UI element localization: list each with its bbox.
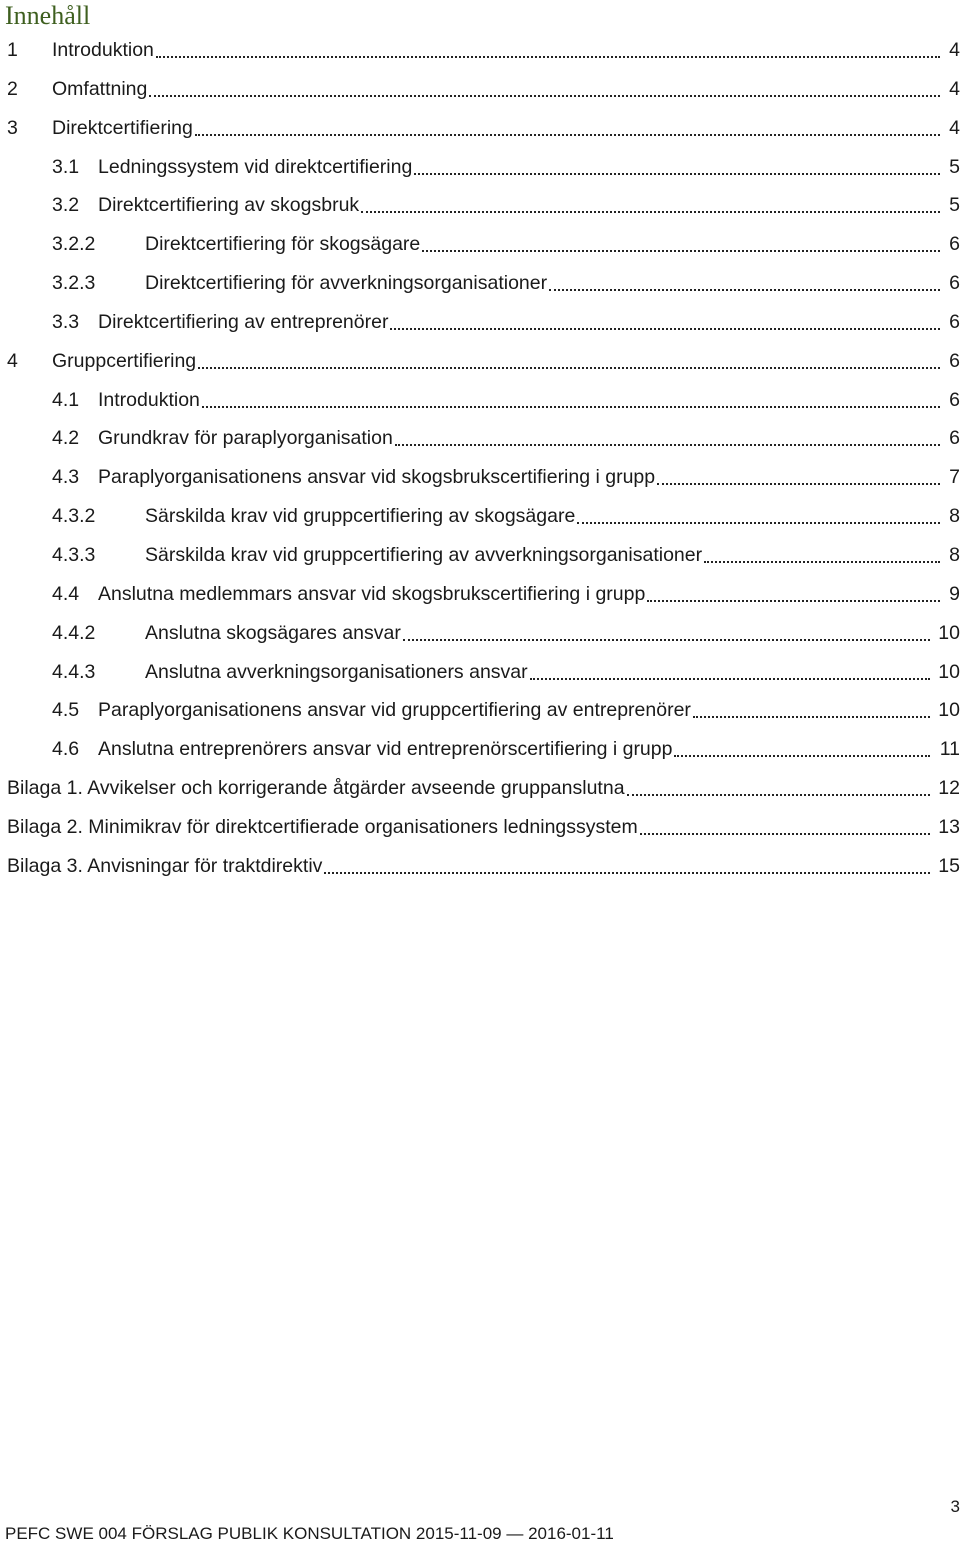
toc-entry-title: Särskilda krav vid gruppcertifiering av avverkningsorganisationer	[145, 543, 703, 566]
toc-dot-leader	[149, 95, 940, 97]
toc-entry[interactable]	[0, 190, 960, 229]
toc-entry-title: Grundkrav för paraplyorganisation	[98, 427, 393, 450]
toc-entry-page: 7	[949, 466, 960, 489]
toc-entry-page: 6	[949, 427, 960, 450]
toc-dot-leader	[530, 678, 930, 680]
toc-dot-leader	[361, 211, 940, 213]
toc-entry-number: 4.3	[52, 466, 80, 489]
toc-entry-title: Direktcertifiering av entreprenörer	[98, 310, 389, 333]
toc-entry-number: 3.2.2	[52, 233, 96, 256]
toc-entry[interactable]	[0, 74, 960, 113]
toc-entry-number: 3	[7, 116, 18, 139]
toc-entry[interactable]	[0, 113, 960, 152]
toc-entry-title: Direktcertifiering av skogsbruk	[98, 194, 360, 217]
toc-dot-leader	[414, 173, 940, 175]
toc-dot-leader	[156, 56, 940, 58]
toc-entry-number: 4.3.3	[52, 543, 96, 566]
toc-dot-leader	[674, 755, 930, 757]
toc-entry-page: 8	[949, 505, 960, 528]
toc-entry-number: 4.6	[52, 738, 80, 761]
toc-entry-number: 3.1	[52, 155, 80, 178]
toc-entry-page: 9	[949, 582, 960, 605]
page-number: 3	[950, 1497, 960, 1516]
toc-entry[interactable]	[0, 734, 960, 773]
toc-entry[interactable]	[0, 307, 960, 346]
toc-heading: Innehåll	[5, 1, 91, 30]
toc-entry-title: Gruppcertifiering	[52, 349, 197, 372]
toc-entry-page: 5	[949, 194, 960, 217]
toc-dot-leader	[693, 716, 930, 718]
toc-entry-number: 3.2.3	[52, 272, 96, 295]
table-of-contents	[0, 35, 960, 890]
toc-entry-title: Bilaga 1. Avvikelser och korrigerande åtgärder avseende gruppanslutna	[7, 777, 625, 800]
toc-entry-number: 1	[7, 39, 18, 61]
toc-entry-number: 4	[7, 349, 18, 372]
toc-entry[interactable]	[0, 462, 960, 501]
toc-dot-leader	[195, 134, 940, 136]
toc-dot-leader	[640, 833, 930, 835]
toc-entry-page: 4	[949, 116, 960, 139]
toc-entry[interactable]	[0, 540, 960, 579]
toc-entry-title: Introduktion	[52, 39, 154, 61]
toc-entry-page: 11	[939, 738, 960, 761]
toc-entry[interactable]	[0, 657, 960, 696]
document-footer: PEFC SWE 004 FÖRSLAG PUBLIK KONSULTATION 2015-11-09 — 2016-01-11	[5, 1524, 614, 1543]
toc-entry-title: Bilaga 3. Anvisningar för traktdirektiv	[7, 854, 323, 877]
toc-entry-title: Särskilda krav vid gruppcertifiering av skogsägare	[145, 505, 576, 528]
toc-entry-page: 8	[949, 543, 960, 566]
toc-dot-leader	[390, 328, 940, 330]
toc-entry-title: Anslutna medlemmars ansvar vid skogsbrukscertifiering i grupp	[98, 582, 646, 605]
toc-entry-title: Bilaga 2. Minimikrav för direktcertifierade organisationers ledningssystem	[7, 815, 638, 838]
toc-dot-leader	[198, 367, 940, 369]
toc-entry-page: 6	[949, 233, 960, 256]
toc-entry-number: 3.3	[52, 310, 80, 333]
toc-entry[interactable]	[0, 152, 960, 191]
toc-entry-title: Anslutna entreprenörers ansvar vid entreprenörscertifiering i grupp	[98, 738, 673, 761]
toc-dot-leader	[704, 561, 940, 563]
toc-entry-number: 4.2	[52, 427, 80, 450]
toc-entry-title: Anslutna skogsägares ansvar	[145, 621, 401, 644]
toc-entry[interactable]	[0, 618, 960, 657]
toc-entry[interactable]	[0, 346, 960, 385]
toc-entry-page: 6	[949, 388, 960, 411]
toc-entry-title: Ledningssystem vid direktcertifiering	[98, 155, 413, 178]
toc-entry-page: 4	[949, 77, 960, 100]
toc-entry-page: 15	[938, 854, 960, 877]
toc-entry[interactable]	[0, 812, 960, 851]
toc-entry-page: 6	[949, 349, 960, 372]
toc-entry-page: 12	[938, 777, 960, 800]
toc-entry-page: 6	[949, 272, 960, 295]
toc-entry[interactable]	[0, 35, 960, 74]
toc-entry-page: 13	[938, 815, 960, 838]
toc-entry-title: Direktcertifiering för skogsägare	[145, 233, 421, 256]
toc-dot-leader	[657, 483, 940, 485]
toc-entry[interactable]	[0, 579, 960, 618]
toc-entry-page: 5	[949, 155, 960, 178]
toc-entry-page: 4	[949, 39, 960, 61]
toc-entry-number: 4.4	[52, 582, 80, 605]
toc-entry[interactable]	[0, 385, 960, 424]
toc-dot-leader	[403, 639, 930, 641]
toc-entry-number: 4.3.2	[52, 505, 96, 528]
toc-entry-title: Anslutna avverkningsorganisationers ansvar	[145, 660, 528, 683]
toc-entry-page: 10	[938, 660, 960, 683]
toc-entry[interactable]	[0, 501, 960, 540]
toc-entry-number: 4.4.2	[52, 621, 96, 644]
toc-entry[interactable]	[0, 423, 960, 462]
toc-entry-title: Paraplyorganisationens ansvar vid skogsbrukscertifiering i grupp	[98, 466, 656, 489]
toc-entry-number: 4.4.3	[52, 660, 96, 683]
toc-entry[interactable]	[0, 773, 960, 812]
toc-dot-leader	[577, 522, 940, 524]
toc-entry-number: 3.2	[52, 194, 80, 217]
toc-entry-page: 10	[938, 699, 960, 722]
toc-dot-leader	[647, 600, 940, 602]
toc-entry[interactable]	[0, 851, 960, 890]
toc-dot-leader	[549, 289, 940, 291]
toc-entry-title: Introduktion	[98, 388, 200, 411]
toc-entry-title: Direktcertifiering	[52, 116, 193, 139]
toc-entry-title: Paraplyorganisationens ansvar vid gruppcertifiering av entreprenörer	[98, 699, 691, 722]
toc-entry[interactable]	[0, 268, 960, 307]
toc-entry[interactable]	[0, 695, 960, 734]
toc-entry-number: 4.5	[52, 699, 80, 722]
toc-entry-title: Omfattning	[52, 77, 148, 100]
toc-entry-title: Direktcertifiering för avverkningsorganisationer	[145, 272, 548, 295]
toc-dot-leader	[395, 444, 940, 446]
toc-dot-leader	[422, 250, 940, 252]
toc-entry-number: 2	[7, 77, 18, 100]
toc-entry[interactable]	[0, 229, 960, 268]
toc-entry-page: 10	[938, 621, 960, 644]
toc-dot-leader	[324, 872, 930, 874]
toc-dot-leader	[202, 406, 940, 408]
toc-dot-leader	[627, 794, 930, 796]
toc-entry-page: 6	[949, 310, 960, 333]
toc-entry-number: 4.1	[52, 388, 80, 411]
